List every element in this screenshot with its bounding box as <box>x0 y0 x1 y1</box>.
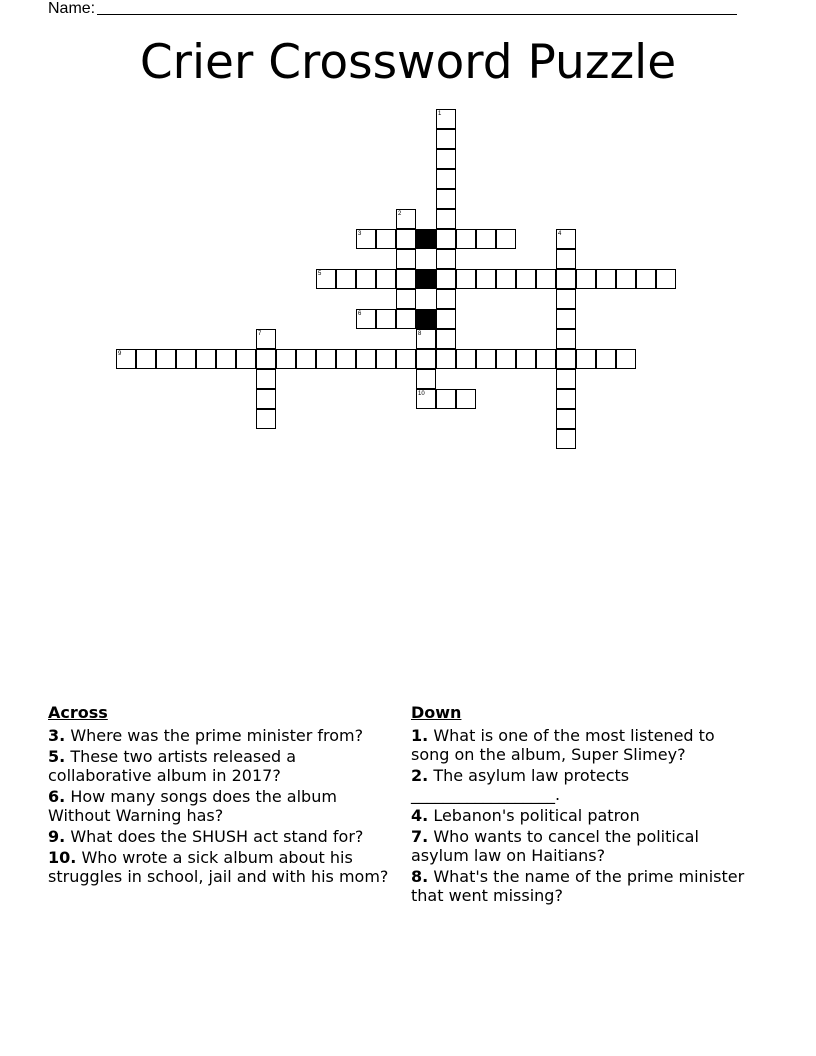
clue-number: 10. <box>48 848 77 867</box>
clue-number-label: 2 <box>398 211 402 217</box>
grid-cell[interactable] <box>636 269 656 289</box>
grid-cell[interactable] <box>256 349 276 369</box>
grid-cell[interactable] <box>436 289 456 309</box>
grid-cell[interactable] <box>456 389 476 409</box>
black-cell <box>416 309 436 329</box>
grid-cell[interactable] <box>436 309 456 329</box>
clue-text: How many songs does the album Without Warning has? <box>48 787 337 825</box>
clue-number: 8. <box>411 867 429 886</box>
clue-number-label: 9 <box>118 351 122 357</box>
grid-cell[interactable] <box>436 349 456 369</box>
page-title: Crier Crossword Puzzle <box>139 35 677 90</box>
grid-cell[interactable] <box>456 229 476 249</box>
clue-number: 9. <box>48 827 66 846</box>
grid-cell[interactable] <box>556 269 576 289</box>
grid-cell[interactable] <box>436 249 456 269</box>
grid-cell[interactable] <box>256 409 276 429</box>
grid-cell[interactable] <box>656 269 676 289</box>
grid-cell[interactable] <box>436 329 456 349</box>
grid-cell[interactable] <box>576 269 596 289</box>
clue-number-label: 10 <box>418 391 425 397</box>
grid-cell[interactable] <box>456 269 476 289</box>
clue-text: What is one of the most listened to song on the album, Super Slimey? <box>411 726 715 764</box>
grid-cell[interactable] <box>616 349 636 369</box>
grid-cell[interactable] <box>556 409 576 429</box>
grid-cell[interactable] <box>596 349 616 369</box>
grid-cell[interactable] <box>396 309 416 329</box>
grid-cell[interactable] <box>556 249 576 269</box>
clue-number: 3. <box>48 726 66 745</box>
clue-number: 5. <box>48 747 66 766</box>
grid-cell[interactable] <box>496 269 516 289</box>
clue-across-9 <box>48 827 398 846</box>
across-clues <box>48 703 398 888</box>
clue-text: Where was the prime minister from? <box>70 726 364 745</box>
grid-cell[interactable] <box>556 309 576 329</box>
grid-cell[interactable] <box>256 389 276 409</box>
grid-cell[interactable] <box>316 349 336 369</box>
clue-number-label: 3 <box>358 231 362 237</box>
grid-cell[interactable] <box>416 369 436 389</box>
grid-cell[interactable] <box>576 349 596 369</box>
grid-cell[interactable] <box>436 389 456 409</box>
clue-number: 6. <box>48 787 66 806</box>
grid-cell[interactable] <box>496 349 516 369</box>
grid-cell[interactable] <box>536 269 556 289</box>
grid-cell[interactable] <box>596 269 616 289</box>
clue-down-2 <box>411 766 756 804</box>
clue-across-3 <box>48 726 398 745</box>
clue-text: These two artists released a collaborative album in 2017? <box>48 747 297 785</box>
grid-cell[interactable] <box>136 349 156 369</box>
clue-number: 7. <box>411 827 429 846</box>
name-label: Name: <box>48 0 96 17</box>
grid-cell[interactable] <box>356 269 376 289</box>
clue-text: Lebanon's political patron <box>433 806 640 825</box>
grid-cell[interactable] <box>156 349 176 369</box>
clue-down-7 <box>411 827 756 865</box>
grid-cell[interactable] <box>436 209 456 229</box>
grid-cell[interactable] <box>556 429 576 449</box>
clue-number: 1. <box>411 726 429 745</box>
grid-cell[interactable] <box>236 349 256 369</box>
clue-across-6 <box>48 787 398 825</box>
grid-cell[interactable] <box>296 349 316 369</box>
grid-cell[interactable] <box>436 189 456 209</box>
grid-cell[interactable] <box>516 349 536 369</box>
clue-number: 4. <box>411 806 429 825</box>
clue-across-10 <box>48 848 398 886</box>
across-heading: Across <box>48 703 108 722</box>
clue-across-5 <box>48 747 398 785</box>
grid-cell[interactable] <box>556 349 576 369</box>
grid-cell[interactable] <box>396 349 416 369</box>
grid-cell[interactable] <box>556 369 576 389</box>
grid-cell[interactable] <box>336 349 356 369</box>
clue-number-label: 6 <box>358 311 362 317</box>
grid-cell[interactable] <box>396 289 416 309</box>
clue-down-8 <box>411 867 756 905</box>
grid-cell[interactable] <box>256 369 276 389</box>
clue-text: What's the name of the prime minister that went missing? <box>411 867 745 905</box>
clue-number-label: 4 <box>558 231 562 237</box>
clue-down-1 <box>411 726 756 764</box>
grid-cell[interactable] <box>456 349 476 369</box>
grid-cell[interactable] <box>476 349 496 369</box>
grid-cell[interactable] <box>396 229 416 249</box>
grid-cell[interactable] <box>616 269 636 289</box>
grid-cell[interactable] <box>476 229 496 249</box>
grid-cell[interactable] <box>556 329 576 349</box>
grid-cell[interactable] <box>356 349 376 369</box>
clue-number-label: 8 <box>418 331 422 337</box>
clue-text: Who wants to cancel the political asylum law on Haitians? <box>411 827 699 865</box>
grid-cell[interactable] <box>216 349 236 369</box>
grid-cell[interactable] <box>436 229 456 249</box>
grid-cell[interactable] <box>196 349 216 369</box>
grid-cell[interactable] <box>176 349 196 369</box>
clue-text: What does the SHUSH act stand for? <box>70 827 364 846</box>
crossword-grid <box>0 0 816 460</box>
clue-number-label: 5 <box>318 271 322 277</box>
clue-number-label: 1 <box>438 111 442 117</box>
black-cell <box>416 269 436 289</box>
grid-cell[interactable] <box>276 349 296 369</box>
grid-cell[interactable] <box>376 269 396 289</box>
clue-number-label: 7 <box>258 331 262 337</box>
black-cell <box>416 229 436 249</box>
grid-cell[interactable] <box>396 249 416 269</box>
grid-cell[interactable] <box>436 129 456 149</box>
clue-text: The asylum law protects __________________. <box>411 766 630 804</box>
grid-cell[interactable] <box>556 389 576 409</box>
grid-cell[interactable] <box>476 269 496 289</box>
grid-cell[interactable] <box>436 169 456 189</box>
down-clues <box>411 703 756 907</box>
grid-cell[interactable] <box>556 289 576 309</box>
grid-cell[interactable] <box>396 269 416 289</box>
clue-number: 2. <box>411 766 429 785</box>
grid-cell[interactable] <box>496 229 516 249</box>
grid-cell[interactable] <box>536 349 556 369</box>
grid-cell[interactable] <box>376 229 396 249</box>
grid-cell[interactable] <box>376 349 396 369</box>
grid-cell[interactable] <box>436 149 456 169</box>
clue-down-4 <box>411 806 756 825</box>
down-heading: Down <box>411 703 462 722</box>
grid-cell[interactable] <box>416 349 436 369</box>
clue-text: Who wrote a sick album about his struggles in school, jail and with his mom? <box>48 848 389 886</box>
grid-cell[interactable] <box>436 269 456 289</box>
grid-cell[interactable] <box>516 269 536 289</box>
grid-cell[interactable] <box>336 269 356 289</box>
grid-cell[interactable] <box>376 309 396 329</box>
